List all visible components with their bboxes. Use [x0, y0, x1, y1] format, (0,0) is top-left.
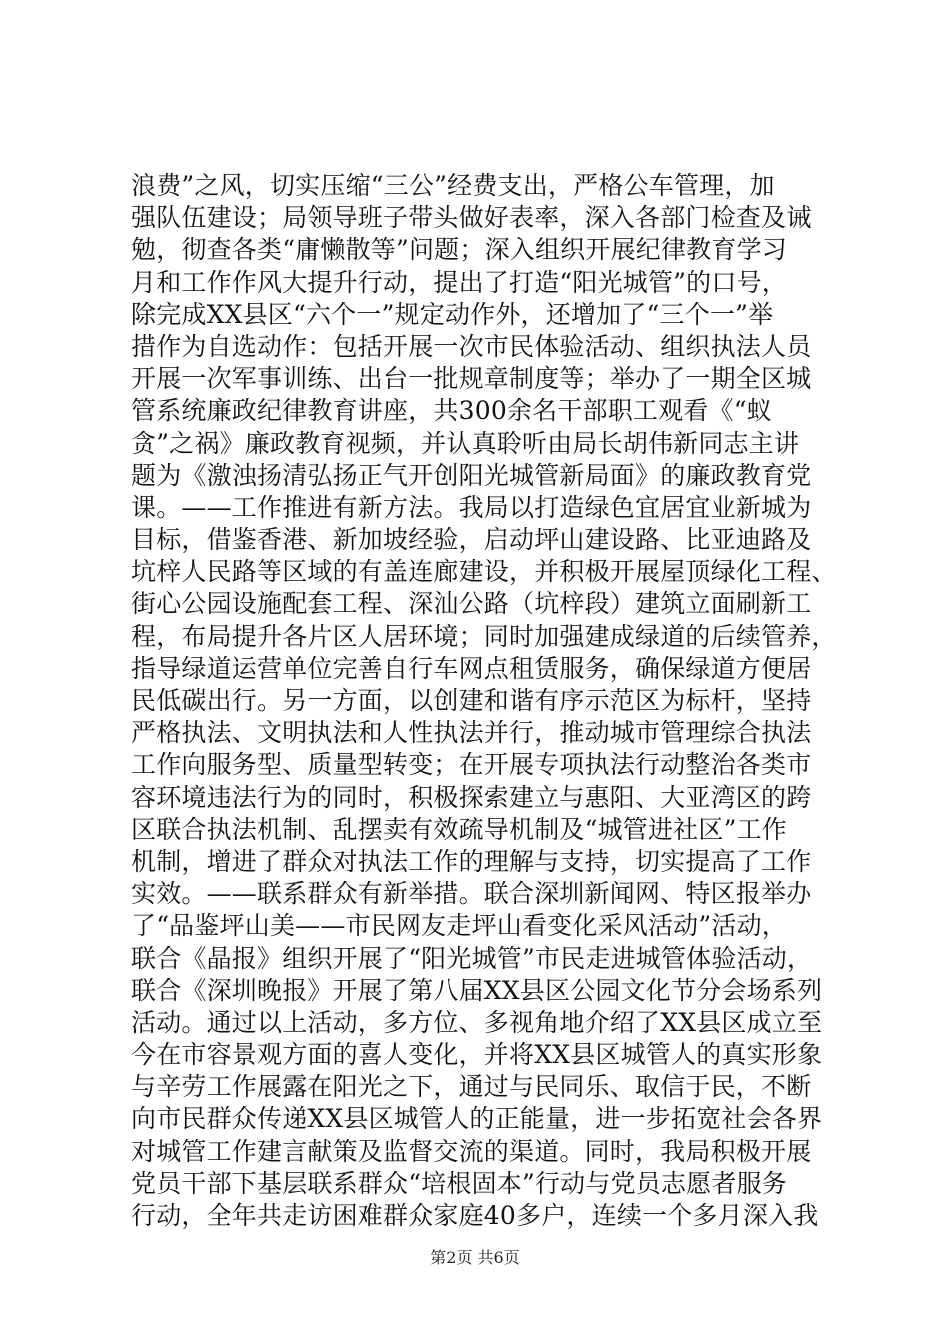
text-line: 题为《激浊扬清弘扬正气开创阳光城管新局面》的廉政教育党 [131, 460, 812, 490]
text-line: 措作为自选动作：包括开展一次市民体验活动、组织执法人员 [131, 331, 812, 361]
text-line: 实效。——联系群众有新举措。联合深圳新闻网、特区报举办 [131, 879, 812, 909]
page-number-footer: 第2页 共6页 [430, 1248, 520, 1267]
text-line: 区联合执法机制、乱摆卖有效疏导机制及“城管进社区”工作 [131, 814, 787, 844]
text-line: 管系统廉政纪律教育讲座，共300余名干部职工观看《“蚁 [131, 396, 772, 426]
text-line: 联合《晶报》组织开展了“阳光城管”市民走进城管体验活动， [131, 943, 813, 973]
text-line: 强队伍建设；局领导班子带头做好表率，深入各部门检查及诫 [131, 203, 812, 233]
text-line: 指导绿道运营单位完善自行车网点租赁服务，确保绿道方便居 [131, 653, 812, 683]
text-line: 今在市容景观方面的喜人变化，并将XX县区城管人的真实形象 [131, 1040, 823, 1070]
text-line: 对城管工作建言献策及监督交流的渠道。同时，我局积极开展 [131, 1136, 812, 1166]
text-line: 程，布局提升各片区人居环境；同时加强建成绿道的后续管养， [131, 621, 837, 651]
text-line: 与辛劳工作展露在阳光之下，通过与民同乐、取信于民，不断 [131, 1072, 812, 1102]
text-line: 向市民群众传递XX县区城管人的正能量，进一步拓宽社会各界 [131, 1104, 823, 1134]
text-line: 勉，彻查各类“庸懒散等”问题；深入组织开展纪律教育学习 [131, 235, 787, 265]
text-line: 了“品鉴坪山美——市民网友走坪山看变化采风活动”活动， [131, 911, 787, 941]
text-line: 行动，全年共走访困难群众家庭40多户，连续一个多月深入我 [131, 1201, 819, 1230]
text-line: 严格执法、文明执法和人性执法并行，推动城市管理综合执法 [131, 718, 812, 748]
text-line: 贪”之祸》廉政教育视频，并认真聆听由局长胡伟新同志主讲 [131, 428, 800, 458]
text-line: 目标，借鉴香港、新加坡经验，启动坪山建设路、比亚迪路及 [131, 525, 812, 555]
text-line: 月和工作作风大提升行动，提出了打造“阳光城管”的口号， [131, 267, 787, 297]
text-line: 工作向服务型、质量型转变；在开展专项执法行动整治各类市 [131, 750, 812, 780]
text-line: 除完成XX县区“六个一”规定动作外，还增加了“三个一”举 [131, 299, 774, 329]
text-line: 联合《深圳晚报》开展了第八届XX县区公园文化节分会场系列 [131, 975, 823, 1005]
text-line: 活动。通过以上活动，多方位、多视角地介绍了XX县区成立至 [131, 1007, 823, 1037]
text-line: 开展一次军事训练、出台一批规章制度等；举办了一期全区城 [131, 364, 812, 394]
text-line: 党员干部下基层联系群众“培根固本”行动与党员志愿者服务 [131, 1168, 787, 1198]
text-line: 机制，增进了群众对执法工作的理解与支持，切实提高了工作 [131, 846, 812, 876]
text-line: 民低碳出行。另一方面，以创建和谐有序示范区为标杆，坚持 [131, 686, 812, 715]
text-line: 坑梓人民路等区域的有盖连廊建设，并积极开展屋顶绿化工程、 [131, 557, 837, 587]
body-text [131, 170, 837, 1232]
text-line: 课。——工作推进有新方法。我局以打造绿色宜居宜业新城为 [131, 492, 812, 522]
text-line: 容环境违法行为的同时，积极探索建立与惠阳、大亚湾区的跨 [131, 782, 812, 812]
text-line: 浪费”之风，切实压缩“三公”经费支出，严格公车管理，加 [131, 171, 775, 200]
text-line: 街心公园设施配套工程、深汕公路（坑梓段）建筑立面刷新工 [131, 589, 812, 619]
